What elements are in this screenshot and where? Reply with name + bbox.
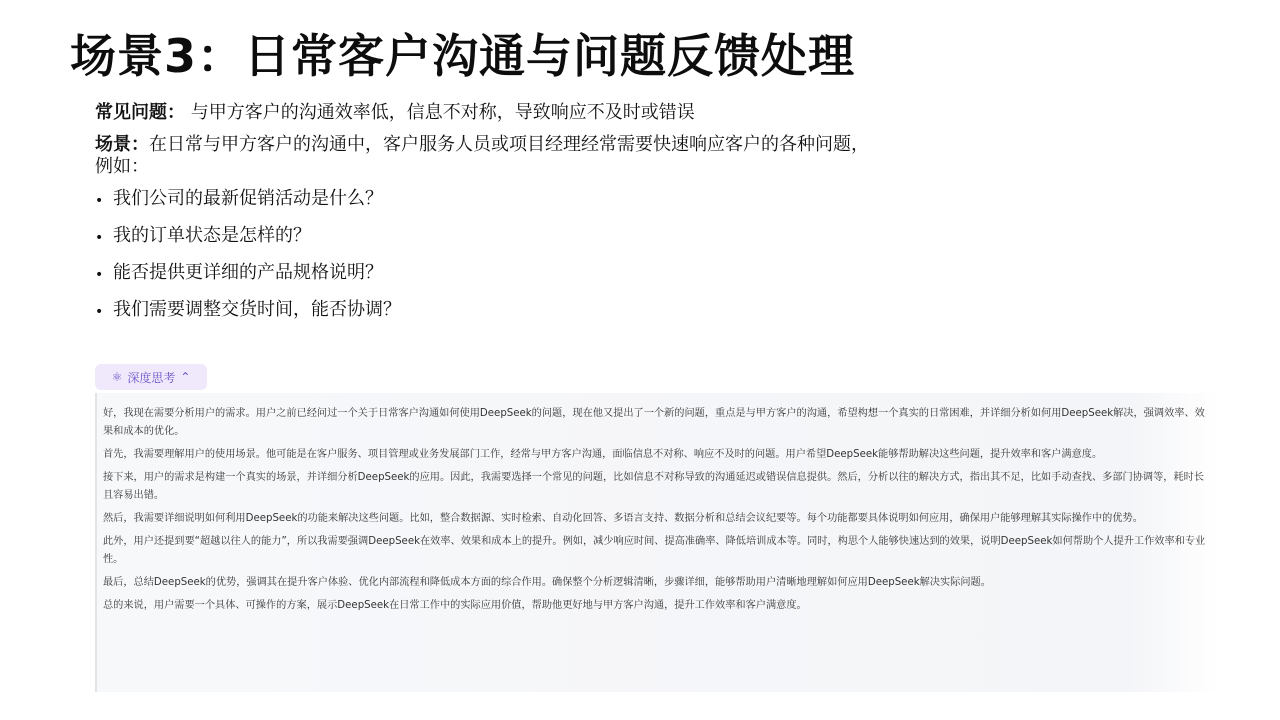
list-item-text: 能否提供更详细的产品规格说明？ — [113, 262, 383, 283]
list-item — [95, 262, 875, 299]
thinking-paragraph: 接下来，用户的需求是构建一个真实的场景，并详细分析DeepSeek的应用。因此，我需要选择一个常见的问题，比如信息不对称导致的沟通延迟或错误信息提供。然后，分析以往的解决方式，指出其不足，比如手动查找、多部门协调等，耗时长且容易出错。 — [103, 472, 1205, 501]
thinking-paragraph: 总的来说，用户需要一个具体、可操作的方案，展示DeepSeek在日常工作中的实际应用价值，帮助他更好地与甲方客户沟通，提升工作效率和客户满意度。 — [103, 600, 807, 611]
common-issue-text: 与甲方客户的沟通效率低，信息不对称，导致响应不及时或错误 — [190, 102, 695, 123]
thinking-paragraph: 此外，用户还提到要“超越以往人的能力”，所以我需要强调DeepSeek在效率、效果和成本上的提升。例如，减少响应时间、提高准确率、降低培训成本等。同时，构思个人能够快速达到的效果，说明DeepSeek如何帮助个人提升工作效率和专业性。 — [103, 536, 1206, 565]
scene-line — [95, 134, 875, 178]
thinking-paragraph: 最后，总结DeepSeek的优势，强调其在提升客户体验、优化内部流程和降低成本方面的综合作用。确保整个分析逻辑清晰，步骤详细，能够帮助用户清晰地理解如何应用DeepSeek解决实际问题。 — [103, 577, 991, 588]
bullet-icon: • — [95, 193, 104, 209]
list-item — [95, 225, 875, 262]
bullet-icon: • — [95, 304, 104, 320]
thinking-panel — [95, 393, 1220, 692]
chevron-up-icon: ⌃ — [180, 370, 191, 384]
bullet-icon: • — [95, 267, 104, 283]
common-issue-line — [95, 102, 875, 124]
list-item-text: 我们需要调整交货时间，能否协调？ — [113, 299, 401, 320]
thinking-paragraph: 好，我现在需要分析用户的需求。用户之前已经问过一个关于日常客户沟通如何使用DeepSeek的问题，现在他又提出了一个新的问题，重点是与甲方客户的沟通，希望构想一个真实的日常困难，并详细分析如何用DeepSeek解决，强调效率、效果和成本的优化。 — [103, 408, 1205, 437]
list-item-text: 我们公司的最新促销活动是什么？ — [113, 188, 383, 209]
intro-content — [95, 102, 875, 336]
question-list — [95, 188, 875, 336]
scene-text: 在日常与甲方客户的沟通中，客户服务人员或项目经理经常需要快速响应客户的各种问题，例如： — [95, 134, 869, 177]
scene-label: 场景： — [95, 134, 149, 155]
common-issue-label: 常见问题： — [95, 102, 185, 123]
thinking-paragraph: 首先，我需要理解用户的使用场景。他可能是在客户服务、项目管理或业务发展部门工作，经常与甲方客户沟通，面临信息不对称、响应不及时的问题。用户希望DeepSeek能够帮助解决这些问题，提升效率和客户满意度。 — [103, 449, 1103, 460]
bullet-icon: • — [95, 230, 104, 246]
deep-think-toggle[interactable] — [95, 364, 207, 390]
list-item-text: 我的订单状态是怎样的？ — [113, 225, 311, 246]
thinking-paragraph: 然后，我需要详细说明如何利用DeepSeek的功能来解决这些问题。比如，整合数据源、实时检索、自动化回答、多语言支持、数据分析和总结会议纪要等。每个功能都要具体说明如何应用，确保用户能够理解其实际操作中的优势。 — [103, 513, 1143, 524]
page-title: 场景3：日常客户沟通与问题反馈处理 — [70, 29, 856, 83]
deep-think-label: 深度思考 — [127, 370, 176, 385]
atom-icon: ⚛ — [111, 370, 123, 384]
list-item — [95, 188, 875, 225]
list-item — [95, 299, 875, 336]
